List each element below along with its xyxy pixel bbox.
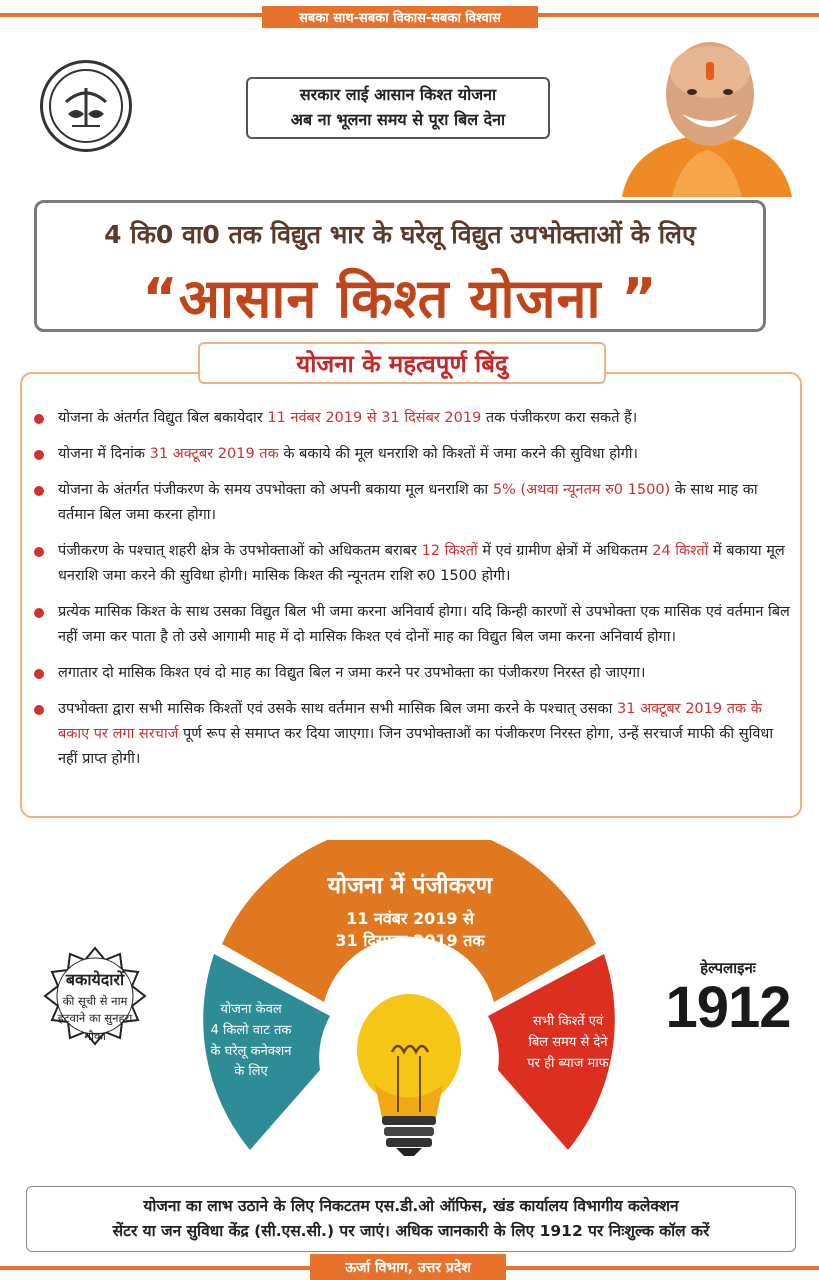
point-text: लगातार दो मासिक किश्त एवं दो माह का विद्युत बिल न जमा करने पर उपभोक्ता का पंजीकरण निरस्त हो जाएगा।: [58, 665, 646, 681]
point-item: [34, 661, 794, 686]
chief-minister-portrait: [612, 22, 802, 197]
defaulter-badge: [40, 968, 150, 1045]
domestic-connection-line: 4 किलो वाट तक: [210, 1022, 292, 1038]
scheme-title: “आसान किश्त योजना ”: [142, 267, 658, 330]
point-text: उपभोक्ता द्वारा सभी मासिक किश्तों एवं उसके साथ वर्तमान सभी मासिक बिल जमा करने के पश्चात् उसका: [58, 701, 618, 717]
registration-date-line-1: 11 नवंबर 2019 से: [346, 909, 474, 928]
slogan-line-2: अब ना भूलना समय से पूरा बिल देना: [290, 110, 506, 129]
badge-description: [40, 993, 150, 1045]
footer-info-box: [26, 1186, 796, 1252]
point-text: योजना में दिनांक: [58, 446, 150, 462]
title-box: [34, 200, 766, 332]
department-name: ऊर्जा विभाग, उत्तर प्रदेश: [310, 1254, 506, 1280]
slogan-line-1: सरकार लाई आसान किश्त योजना: [299, 85, 497, 105]
domestic-connection-text: [196, 1000, 306, 1083]
point-item: [34, 478, 794, 528]
scheme-subtitle: 4 कि0 वा0 तक विद्युत भार के घरेलू विद्युत उपभोक्ताओं के लिए: [104, 220, 696, 249]
top-tagline: सबका साथ-सबका विकास-सबका विश्वास: [262, 6, 538, 28]
emblem-inner-ring: [49, 69, 123, 143]
footer-line-1: योजना का लाभ उठाने के लिए निकटतम एस.डी.ओ ऑफिस, खंड कार्यालय विभागीय कलेक्शन: [143, 1197, 679, 1216]
interest-waiver-text: [512, 1012, 624, 1074]
point-item: [34, 442, 794, 467]
domestic-connection-line: के लिए: [234, 1064, 268, 1080]
point-highlight: 24 किश्तों: [652, 543, 709, 559]
domestic-connection-line: योजना केवल: [220, 1002, 282, 1017]
point-text: योजना के अंतर्गत विद्युत बिल बकायेदार: [58, 410, 268, 426]
helpline-number: 1912: [665, 975, 791, 1040]
point-text: में बकाया मूल धनराशि जमा करने की सुविधा होगी। मासिक किश्त की न्यूनतम राशि रु0 1500 होगी।: [58, 543, 785, 584]
slogan-box: [246, 77, 550, 139]
badge-line: हटवाने का सुनहरा: [57, 1011, 133, 1026]
domestic-connection-line: के घरेलू कनेक्शन: [210, 1043, 292, 1059]
interest-waiver-line: सभी किश्तें एवं: [532, 1014, 604, 1029]
badge-line: मौका: [84, 1028, 106, 1043]
point-item: [34, 406, 794, 431]
point-text: पंजीकरण के पश्चात् शहरी क्षेत्र के उपभोक्ताओं को अधिकतम बराबर: [58, 543, 422, 559]
point-text: तक पंजीकरण करा सकते हैं।: [481, 410, 638, 426]
footer-line-2: सेंटर या जन सुविधा केंद्र (सी.एस.सी.) पर जाएं। अधिक जानकारी के लिए 1912 पर निःशुल्क कॉल करें: [112, 1222, 710, 1240]
fish-bow-emblem-icon: [58, 78, 114, 134]
important-points-heading: योजना के महत्वपूर्ण बिंदु: [198, 342, 606, 384]
point-highlight: 12 किश्तों: [421, 543, 478, 559]
point-text: में एवं ग्रामीण क्षेत्रों में अधिकतम: [477, 543, 653, 559]
registration-title: योजना में पंजीकरण: [327, 873, 493, 899]
registration-dates: [260, 908, 560, 951]
point-item: [34, 697, 794, 772]
point-text: प्रत्येक मासिक किश्त के साथ उसका विद्युत बिल भी जमा करना अनिवार्य होगा। यदि किन्ही कारणों से उपभोक्ता एक मासिक एवं वर्तमान बिल नहीं जमा कर पाता है तो उसे आगामी माह में दो मासिक किश्त एवं दोनों माह का विद्युत बिल जमा करना अनिवार्य होगा।: [58, 604, 790, 645]
point-text: योजना के अंतर्गत पंजीकरण के समय उपभोक्ता को अपनी बकाया मूल धनराशि का: [58, 482, 493, 498]
interest-waiver-line: बिल समय से देने: [528, 1034, 608, 1050]
point-text: के बकाये की मूल धनराशि को किश्तों में जमा करने की सुविधा होगी।: [278, 446, 639, 462]
point-highlight: 5% (अथवा न्यूनतम रु0 1500): [492, 482, 671, 498]
point-item: [34, 600, 794, 650]
point-text: के साथ माह का वर्तमान बिल जमा करना होगा।: [58, 482, 758, 523]
point-item: [34, 539, 794, 589]
interest-waiver-line: पर ही ब्याज माफ: [527, 1055, 609, 1071]
badge-line: की सूची से नाम: [62, 994, 128, 1008]
up-government-emblem: [40, 60, 132, 152]
registration-date-line-2: 31 दिसम्बर 2019 तक: [335, 930, 485, 950]
point-text: पूर्ण रूप से समाप्त कर दिया जाएगा। जिन उपभोक्ताओं का पंजीकरण निरस्त होगा, उन्हें सरचार्ज माफी की सुविधा नहीं प्राप्त होगी।: [58, 726, 774, 767]
badge-title: बकायेदारों: [65, 970, 125, 989]
helpline-label: हेल्पलाइनः: [700, 959, 756, 977]
point-highlight: 11 नवंबर 2019 से 31 दिसंबर 2019: [267, 410, 482, 426]
point-highlight: 31 अक्टूबर 2019 तक: [149, 446, 279, 462]
light-bulb-icon: [357, 994, 461, 1156]
important-points-list: [34, 406, 794, 783]
point-highlight: 31 अक्टूबर 2019 तक के बकाए पर लगा सरचार्ज: [58, 701, 762, 742]
